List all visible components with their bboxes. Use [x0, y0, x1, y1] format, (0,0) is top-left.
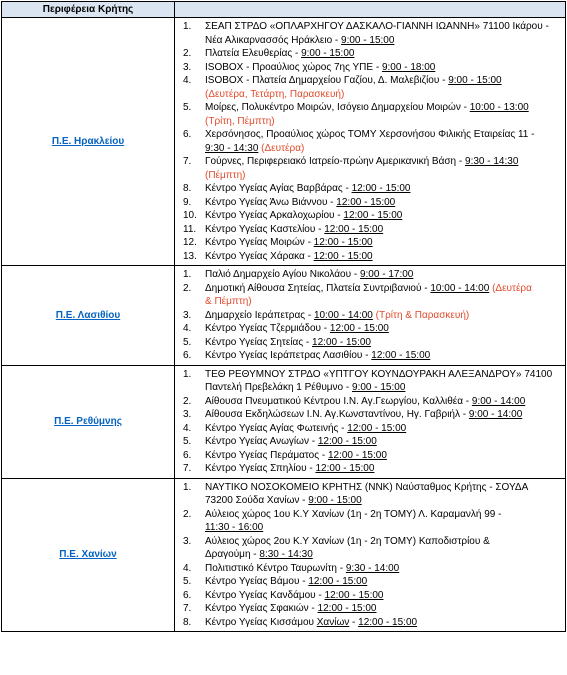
hours-text: 9:00 - 14:00: [471, 395, 526, 407]
hours-text: 12:00 - 15:00: [343, 210, 403, 221]
days-note: (Δευτέρα, Τετάρτη, Παρασκευή): [205, 88, 345, 100]
location-text: Κέντρο Υγείας Περάματος -: [205, 449, 328, 461]
location-text: Νέα Αλικαρνασσός Ηράκλειο -: [205, 34, 342, 46]
hours-text: 12:00 - 15:00: [329, 323, 389, 334]
location-text: Κέντρο Υγείας Σπηλίου -: [205, 463, 316, 474]
location-text: Πλατεία Ελευθερίας -: [205, 48, 302, 59]
item-number: 3.: [183, 409, 192, 420]
hours-text: 9:00 - 15:00: [301, 48, 355, 59]
item-number: 6.: [183, 350, 192, 361]
location-text: Δραγούμη -: [205, 549, 260, 560]
item-number: 9.: [183, 196, 192, 208]
location-item: [183, 562, 561, 576]
days-note: (Πέμπτη): [205, 169, 246, 181]
location-text: Κέντρο Υγείας Αγίας Φωτεινής -: [205, 422, 348, 434]
hours-text: 12:00 - 15:00: [327, 449, 387, 461]
location-text: 73200 Σούδα Χανίων -: [205, 495, 309, 506]
hours-text: 12:00 - 15:00: [317, 603, 377, 614]
days-note: & Πέμπτη): [205, 296, 252, 307]
location-text: Κέντρο Υγείας Αρκαλοχωρίου -: [205, 210, 344, 221]
locations-list: [175, 18, 565, 265]
item-number: 8.: [183, 183, 192, 194]
item-number: 5.: [183, 436, 192, 447]
location-item: [183, 282, 561, 309]
item-number: 2.: [183, 282, 192, 294]
location-item: [183, 250, 561, 264]
location-item: [183, 61, 561, 75]
location-text: -: [349, 616, 359, 628]
item-number: 5.: [183, 576, 192, 587]
region-column-header: Περιφέρεια Κρήτης: [2, 2, 175, 18]
item-number: 2.: [183, 395, 192, 407]
region-row: [2, 478, 566, 632]
location-text: Πολιτιστικό Κέντρο Ταυρωνίτη -: [205, 562, 346, 574]
location-item: [183, 462, 561, 476]
hours-text: 12:00 - 15:00: [313, 250, 373, 262]
location-text: Κέντρο Υγείας Καστελίου -: [205, 223, 325, 235]
item-number: 1.: [183, 21, 192, 32]
hours-text: 9:30 - 14:30: [205, 142, 259, 154]
vaccination-centers-table: [1, 1, 566, 632]
location-item: [183, 268, 561, 282]
location-text: Κέντρο Υγείας Κισσάμου: [205, 616, 317, 628]
hours-text: 8:30 - 14:30: [259, 549, 313, 560]
location-text: Κέντρο Υγείας Ιεράπετρας Λασιθίου -: [205, 350, 372, 361]
region-link[interactable]: Π.Ε. Ρεθύμνης: [54, 416, 122, 427]
item-number: 6.: [183, 589, 192, 601]
days-note: (Δευτέρα: [492, 282, 532, 294]
hours-text: 9:00 - 15:00: [352, 382, 406, 393]
location-item: [183, 74, 561, 101]
location-item: [183, 589, 561, 603]
item-number: 4.: [183, 422, 192, 434]
location-item: [183, 223, 561, 237]
location-item: [183, 508, 561, 535]
location-text: Αύλειος χώρος 2ου Κ.Υ Χανίων (1η - 2η ΤΟΜΥ) Καποδιστρίου &: [205, 535, 490, 547]
location-item: [183, 422, 561, 436]
region-link[interactable]: Π.Ε. Ηρακλείου: [51, 136, 125, 147]
item-number: 7.: [183, 156, 192, 167]
location-text: Κέντρο Υγείας Κανδάμου -: [205, 589, 325, 601]
locations-list: [175, 366, 565, 478]
location-item: [183, 616, 561, 630]
location-text: Κέντρο Υγείας Σφακιών -: [205, 603, 318, 614]
days-note: (Δευτέρα): [261, 142, 305, 154]
locations-cell: [175, 478, 566, 632]
hours-text: 12:00 - 15:00: [317, 436, 377, 447]
hours-text: 9:00 - 15:00: [448, 75, 502, 86]
location-text: Κέντρο Υγείας Χάρακα -: [205, 250, 314, 262]
item-number: 2.: [183, 48, 192, 59]
location-text: Δημοτική Αίθουσα Σητείας, Πλατεία Συντριβανιού -: [205, 282, 431, 294]
locations-list: [175, 479, 565, 632]
hours-text: 11:30 - 16:00: [205, 522, 264, 533]
location-text: ΝΑΥΤΙΚΟ ΝΟΣΟΚΟΜΕΙΟ ΚΡΗΤΗΣ (ΝΝΚ) Ναύσταθμος Κρήτης - ΣΟΥΔΑ: [205, 481, 529, 493]
hours-text: 12:00 - 15:00: [347, 422, 407, 434]
location-item: [183, 155, 561, 182]
location-text: Δημαρχείο Ιεράπετρας -: [205, 309, 314, 321]
location-item: [183, 368, 561, 395]
location-text: Χερσόνησος, Προαύλιος χώρος ΤΟΜΥ Χερσονήσου Φιλικής Εταιρείας 11 -: [205, 129, 535, 140]
location-text: Παντελή Πρεβελάκη 1 Ρέθυμνο -: [205, 382, 353, 393]
locations-column-header: [175, 2, 566, 18]
locations-cell: [175, 266, 566, 366]
location-item: [183, 575, 561, 589]
item-number: 6.: [183, 129, 192, 140]
item-number: 4.: [183, 323, 192, 334]
item-number: 2.: [183, 508, 192, 520]
days-note: (Τρίτη & Παρασκευή): [375, 309, 470, 321]
location-text: Κέντρο Υγείας Αγίας Βαρβάρας -: [205, 183, 352, 194]
location-text: Κέντρο Υγείας Τζερμιάδου -: [205, 323, 330, 334]
location-item: [183, 449, 561, 463]
location-text: ΤΕΘ ΡΕΘΥΜΝΟΥ ΣΤΡΔΟ «ΥΠΤΓΟΥ ΚΟΥΝΔΟΥΡΑΚΗ ΑΛΕΞΑΝΔΡΟΥ» 74100: [205, 368, 553, 380]
location-text: Αύλειος χώρος 1ου Κ.Υ Χανίων (1η - 2η ΤΟΜΥ) Λ. Καραμανλή 99 -: [205, 508, 502, 520]
locations-cell: [175, 365, 566, 478]
location-item: [183, 20, 561, 47]
location-item: [183, 309, 561, 323]
hours-text: 9:00 - 14:00: [468, 409, 523, 420]
location-text: Κέντρο Υγείας Ανωγίων -: [205, 436, 318, 447]
hours-text: Χανίων: [316, 616, 350, 628]
location-item: [183, 101, 561, 128]
locations-cell: [175, 18, 566, 266]
location-item: [183, 602, 561, 616]
region-cell: [2, 266, 175, 366]
location-item: [183, 182, 561, 196]
item-number: 3.: [183, 61, 192, 73]
hours-text: 9:00 - 15:00: [341, 34, 395, 46]
hours-text: 12:00 - 15:00: [313, 237, 373, 248]
item-number: 7.: [183, 463, 192, 474]
hours-text: 12:00 - 15:00: [324, 589, 384, 601]
location-item: [183, 128, 561, 155]
location-text: ΣΕΑΠ ΣΤΡΔΟ «ΟΠΛΑΡΧΗΓΟΥ ΔΑΣΚΑΛΟ-ΓΙΑΝΝΗ ΙΩΑΝΝΗ» 71100 Ικάρου -: [205, 21, 549, 32]
item-number: 6.: [183, 449, 192, 461]
item-number: 8.: [183, 616, 192, 628]
hours-text: 12:00 - 15:00: [371, 350, 431, 361]
region-cell: [2, 18, 175, 266]
location-item: [183, 236, 561, 250]
region-link[interactable]: Π.Ε. Χανίων: [59, 549, 117, 561]
hours-text: 12:00 - 15:00: [308, 576, 368, 587]
location-item: [183, 349, 561, 363]
item-number: 4.: [183, 562, 192, 574]
location-item: [183, 535, 561, 562]
location-text: ISOBOX - Πλατεία Δημαρχείου Γαζίου, Δ. Μαλεβιζίου -: [205, 75, 449, 86]
location-text: Κέντρο Υγείας Άνω Βιάννου -: [205, 196, 337, 208]
hours-text: 12:00 - 15:00: [351, 183, 411, 194]
location-item: [183, 408, 561, 422]
hours-text: 12:00 - 15:00: [312, 336, 371, 348]
item-number: 5.: [183, 102, 192, 113]
location-text: Κέντρο Υγείας Σητείας -: [205, 336, 313, 348]
hours-text: 12:00 - 15:00: [315, 463, 375, 474]
location-text: Αίθουσα Πνευματικού Κέντρου Ι.Ν. Αγ.Γεωργίου, Καλλιθέα -: [205, 395, 472, 407]
days-note: (Τρίτη, Πέμπτη): [205, 115, 275, 127]
location-item: [183, 435, 561, 449]
hours-text: 9:30 - 14:00: [345, 562, 400, 574]
hours-text: 9:00 - 15:00: [308, 495, 362, 506]
item-number: 12.: [183, 237, 197, 248]
location-item: [183, 196, 561, 210]
item-number: 3.: [183, 535, 192, 547]
location-text: Κέντρο Υγείας Μοιρών -: [205, 237, 314, 248]
location-item: [183, 481, 561, 508]
item-number: 1.: [183, 481, 192, 493]
region-link[interactable]: Π.Ε. Λασιθίου: [55, 309, 121, 321]
item-number: 4.: [183, 75, 192, 86]
region-row: [2, 365, 566, 478]
location-item: [183, 336, 561, 350]
location-item: [183, 395, 561, 409]
hours-text: 12:00 - 15:00: [324, 223, 384, 235]
hours-text: 9:30 - 14:30: [465, 156, 519, 167]
hours-text: 10:00 - 14:00: [430, 282, 490, 294]
item-number: 5.: [183, 336, 192, 348]
location-text: Μοίρες, Πολυκέντρο Μοιρών, Ισόγειο Δημαρχείου Μοιρών -: [205, 102, 470, 113]
item-number: 13.: [183, 250, 197, 262]
header-row: [2, 2, 566, 18]
location-text: Παλιό Δημαρχείο Αγίου Νικολάου -: [205, 269, 360, 280]
hours-text: 10:00 - 13:00: [469, 102, 529, 113]
locations-list: [175, 266, 565, 365]
item-number: 1.: [183, 269, 192, 280]
location-text: Αίθουσα Εκδηλώσεων Ι.Ν. Αγ.Κωνσταντίνου, Ηγ. Γαβριήλ -: [205, 409, 469, 420]
hours-text: 10:00 - 14:00: [313, 309, 373, 321]
region-cell: [2, 365, 175, 478]
hours-text: 12:00 - 15:00: [336, 196, 396, 208]
location-item: [183, 47, 561, 61]
location-item: [183, 209, 561, 223]
location-text: ISOBOX - Προαύλιος χώρος 7ης ΥΠΕ -: [205, 61, 382, 73]
region-cell: [2, 478, 175, 632]
item-number: 3.: [183, 309, 192, 321]
item-number: 1.: [183, 368, 192, 380]
hours-text: 9:00 - 17:00: [359, 269, 414, 280]
region-row: [2, 266, 566, 366]
region-row: [2, 18, 566, 266]
location-text: Κέντρο Υγείας Βάμου -: [205, 576, 309, 587]
item-number: 10.: [183, 210, 197, 221]
item-number: 7.: [183, 603, 192, 614]
item-number: 11.: [183, 223, 197, 235]
hours-text: 12:00 - 15:00: [358, 616, 418, 628]
hours-text: 9:00 - 18:00: [381, 61, 436, 73]
location-text: Γούρνες, Περιφερειακό Ιατρείο-πρώην Αμερικανική Βάση -: [205, 156, 466, 167]
location-item: [183, 322, 561, 336]
